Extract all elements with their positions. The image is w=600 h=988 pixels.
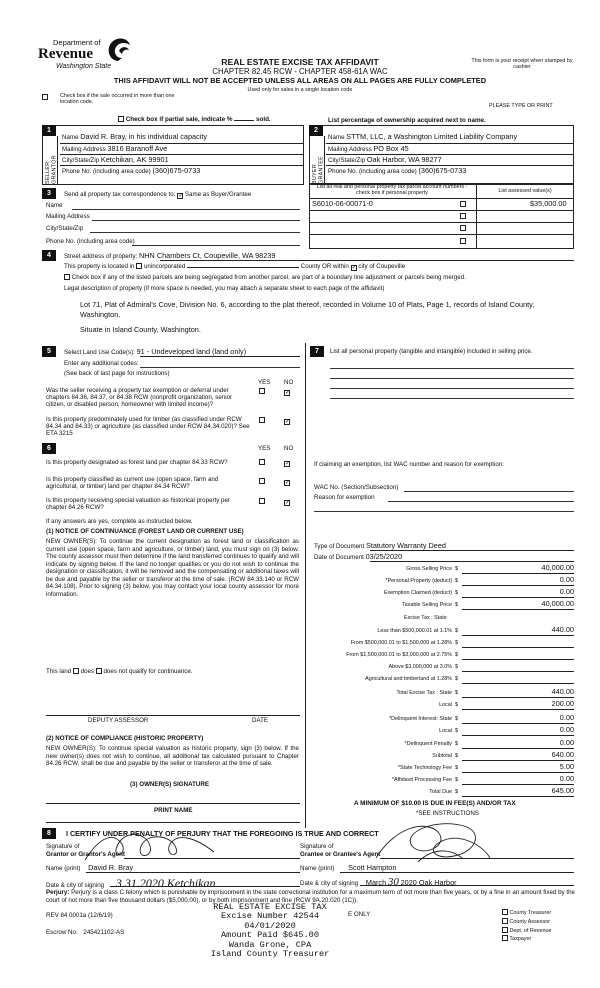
stamp-line-3: 04/01/2020 xyxy=(244,920,296,931)
grantee-sig-label-2: Grantee or Grantee's Agent xyxy=(300,851,381,858)
partial-sold-label: sold. xyxy=(255,116,271,123)
total-due-label: Total Due xyxy=(429,789,452,795)
buyer-name-field[interactable]: STTM, LLC, a Washington Limited Liability Company xyxy=(346,132,518,141)
total-excise-dollar: $ xyxy=(455,690,458,696)
tier-1-label: Less than $500,000.01 at 1.1% xyxy=(377,628,452,634)
doc-type-label: Type of Document xyxy=(314,543,365,550)
partial-sale-row xyxy=(118,116,271,123)
technology-fee-dollar: $ xyxy=(455,765,458,771)
grantee-day-field[interactable]: 30 xyxy=(387,876,399,888)
multi-location-text: Check box if the sale occurred in more than one location code. xyxy=(60,93,175,106)
personal-property-line-3[interactable] xyxy=(330,388,574,389)
buyer-name-label: Name xyxy=(328,134,345,141)
grantor-sig-label-2: Grantor or Grantor's Agent xyxy=(46,851,125,858)
escrow-label: Escrow No. xyxy=(46,929,78,936)
located-row xyxy=(64,263,405,271)
total-due-value[interactable]: 645.00 xyxy=(551,786,574,795)
dist-county-assessor: County Assessor xyxy=(509,918,550,925)
parcel-2-personal-checkbox[interactable] xyxy=(460,213,466,219)
s3-phone-field[interactable] xyxy=(132,245,300,246)
s6-q2-yes-checkbox[interactable] xyxy=(259,478,265,484)
revenue-text: Revenue xyxy=(38,46,93,62)
reason-label: Reason for exemption xyxy=(314,494,375,501)
seller-addr-field[interactable]: 3816 Baranoff Ave xyxy=(107,144,168,153)
delinquent-local-dollar: $ xyxy=(455,728,458,734)
reason-field[interactable] xyxy=(388,501,574,502)
street-field[interactable]: NHN Chambers Ct, Coupeville, WA 98239 xyxy=(139,251,276,260)
distribution-list xyxy=(502,909,551,944)
see-instructions: *SEE INSTRUCTIONS xyxy=(416,810,479,817)
s6-q2-no-checkbox[interactable]: ✓ xyxy=(285,480,291,486)
grantee-city-field[interactable]: 2020 Oak Harbor xyxy=(400,878,457,887)
multi-location-checkbox[interactable] xyxy=(42,94,48,100)
grantee-name-field[interactable]: Scott Hampton xyxy=(348,863,397,872)
certify-statement: I CERTIFY UNDER PENALTY OF PERJURY THAT THE FOREGOING IS TRUE AND CORRECT xyxy=(66,829,379,838)
section-1-number: 1 xyxy=(42,125,56,136)
assessor-signature-line[interactable] xyxy=(46,715,300,716)
seller-phone-row xyxy=(62,167,200,175)
agri-tier-dollar: $ xyxy=(455,676,458,682)
grantor-date-label: Date & city of signing xyxy=(46,882,105,889)
tier-1-dollar: $ xyxy=(455,628,458,634)
buyer-side-label: BUYER GRANTEE xyxy=(312,156,325,184)
receipt-note: This form is your receipt when stamped by cashier xyxy=(471,58,573,71)
s6-yes-header: YES xyxy=(258,445,271,452)
parcel-4-personal-checkbox[interactable] xyxy=(460,238,466,244)
processing-fee-value[interactable]: 0.00 xyxy=(559,774,574,783)
escrow-row xyxy=(46,929,124,936)
parcel-header: List all real and personal property tax parcel account numbers - check box if personal property xyxy=(316,184,468,197)
dist-taxpayer: Taxpayer xyxy=(509,936,532,943)
personal-property-line-1[interactable] xyxy=(330,368,574,369)
street-label: Street address of property: xyxy=(64,253,138,260)
form-subtitle: CHAPTER 82.45 RCW - CHAPTER 458-61A WAC xyxy=(212,67,388,76)
seller-name-label: Name xyxy=(62,134,79,141)
owner-signature-line[interactable] xyxy=(46,803,300,804)
stamp-line-4: Amount Paid $645.00 xyxy=(221,930,319,941)
send-correspondence-label: Send all property tax correspondence to: xyxy=(64,191,176,198)
grantee-signature-scribble-icon xyxy=(366,818,496,866)
delinquent-local-value[interactable]: 0.00 xyxy=(559,725,574,734)
stamp-line-5: Wanda Grone, CPA xyxy=(228,939,312,950)
segregated-checkbox[interactable] xyxy=(64,274,70,280)
section-5-number: 5 xyxy=(42,346,56,357)
buyer-addr-row xyxy=(328,145,409,153)
s3-phone-label: Phone No. (including area code) xyxy=(46,238,135,245)
does-not-label: does not qualify for continuance. xyxy=(103,668,193,675)
segregated-label: Check box if any of the listed parcels are being segregated from another parcel, are part of a boundary line adjustment or parcels being merged. xyxy=(71,274,466,281)
taxable-price-dollar: $ xyxy=(455,602,458,608)
delinquent-penalty-dollar: $ xyxy=(455,741,458,747)
owner-signature-label: (3) OWNER(S) SIGNATURE xyxy=(130,781,209,788)
s5-q2-yes-checkbox[interactable] xyxy=(259,417,265,423)
personal-deduct-dollar: $ xyxy=(455,578,458,584)
does-not-qualify-checkbox[interactable] xyxy=(96,668,102,674)
unincorporated-label: unincorporated xyxy=(143,263,186,270)
personal-property-line-4[interactable] xyxy=(330,398,574,399)
tier-2-label: From $500,000.01 to $1,500,000 at 1.28% xyxy=(350,640,452,646)
located-in-label: This property is located in xyxy=(64,263,135,270)
delinquent-penalty-value[interactable]: 0.00 xyxy=(559,738,574,747)
buyer-phone-field[interactable]: (360)675-0733 xyxy=(418,166,467,175)
buyer-city-field[interactable]: Oak Harbor, WA 98277 xyxy=(366,155,442,164)
local-tax-value[interactable]: 200.00 xyxy=(551,699,574,708)
legal-description[interactable]: Lot 71, Plat of Admiral's Cove, Division No. 6, according to the plat thereof, recorded in Volume 10 of Plats, Page 1, records of Island County, Washington. xyxy=(80,300,535,319)
grantee-sig-label-1: Signature of xyxy=(300,843,334,850)
delinquent-penalty-label: *Delinquent Penalty xyxy=(404,741,452,747)
tier-4-label: Above $3,000,000 at 3.0% xyxy=(388,664,452,670)
situate-text: Situate in Island County, Washington. xyxy=(80,325,201,334)
s6-q1-no-checkbox[interactable]: ✓ xyxy=(285,461,291,467)
total-excise-label: Total Excise Tax : State xyxy=(396,690,452,696)
processing-fee-label: *Affidavit Processing Fee xyxy=(391,777,452,783)
exemption-deduct-value[interactable]: 0.00 xyxy=(559,587,574,596)
s6-q3-yes-checkbox[interactable] xyxy=(259,498,265,504)
total-excise-value[interactable]: 440.00 xyxy=(551,687,574,696)
s5-question-1: Was the seller receiving a property tax exemption or deferral under chapters 84.36, 84.37, or 84.38 RCW (nonprofit organization, senior citizen, or disabled person, homeowner with limited income)? xyxy=(46,387,233,409)
s6-no-header: NO xyxy=(284,445,294,452)
dist-dept-revenue-checkbox[interactable] xyxy=(502,927,508,933)
assessed-header: List assessed value(s) xyxy=(498,188,552,194)
grantor-signature-scribble-icon xyxy=(80,830,220,866)
land-use-field[interactable]: 91 - Undeveloped land (land only) xyxy=(136,347,247,356)
section-2-number: 2 xyxy=(309,125,323,136)
seller-phone-field[interactable]: (360)675-0733 xyxy=(152,166,201,175)
s5-q1-no-checkbox[interactable]: ✓ xyxy=(285,390,291,396)
minimum-fee-note: A MINIMUM OF $10.00 IS DUE IN FEE(S) AND/OR TAX xyxy=(354,800,516,807)
tier-1-value[interactable]: 440.00 xyxy=(551,625,574,634)
gross-price-value[interactable]: 40,000.00 xyxy=(541,563,574,572)
s3-city-label: City/State/Zip xyxy=(46,225,84,232)
dist-county-treasurer-checkbox[interactable] xyxy=(502,909,508,915)
gross-price-label: Gross Selling Price xyxy=(406,566,452,572)
dist-dept-revenue: Dept. of Revenue xyxy=(509,927,552,934)
grantee-date-label: Date & city of signing xyxy=(300,880,359,887)
segregated-row xyxy=(64,274,466,281)
notice-1-text: NEW OWNER(S): To continue the current designation as forest land or classification as current use (open space, farm and agriculture, or timber) land, you must sign on (3) below. The county assessor must then determine if the land transferred continues to qualify and will indicate by signing below. If the land no longer qualifies or you do not wish to continue the designation or classification, it will be removed and the compensating or additional taxes will be due and payable by the seller or transferor at the time of sale. (RCW 84.33.140 or RCW 84.34.108). Prior to signing (3) below, you may contact your local county assessor for more information. xyxy=(46,538,299,598)
assessor-date-label: DATE xyxy=(252,717,269,724)
buyer-phone-row xyxy=(328,167,466,175)
perjury-body: Perjury is a class C felony which is punishable by imprisonment in the state correctional institution for a maximum term of not more than five years, or by a fine in an amount fixed by the court of not more than five thousand dollars ($5,000.00), or by both imprisonment and fine (RCW 9A.20.020 (1C)). xyxy=(46,889,575,904)
parcel-1-personal-checkbox[interactable] xyxy=(460,201,466,207)
buyer-city-label: City/State/Zip xyxy=(328,157,366,164)
personal-property-label: List all personal property (tangible and intangible) included in selling price. xyxy=(330,348,533,355)
s3-addr-field[interactable] xyxy=(92,220,300,221)
county-field[interactable] xyxy=(187,267,299,268)
assessed-value[interactable]: $35,000.00 xyxy=(530,199,567,208)
qualify-row xyxy=(46,668,193,675)
s5-no-header: NO xyxy=(284,379,294,386)
technology-fee-value[interactable]: 5.00 xyxy=(559,762,574,771)
if-yes-text: If any answers are yes, complete as instructed below. xyxy=(46,518,193,525)
seller-phone-label: Phone No. (including area code) xyxy=(62,168,151,175)
local-tax-label: Local xyxy=(439,702,452,708)
local-tax-dollar: $ xyxy=(455,702,458,708)
s6-question-3: Is this property receiving special valuation as historical property per chapter 84.26 RCW? xyxy=(46,497,230,512)
grantor-sig-label-1: Signature of xyxy=(46,843,80,850)
tier-3-dollar: $ xyxy=(455,652,458,658)
delinquent-state-label: *Delinquent Interest: State xyxy=(389,716,452,722)
excise-state-label: Excise Tax : State xyxy=(404,615,447,621)
notice-2-title: (2) NOTICE OF COMPLIANCE (HISTORIC PROPERTY) xyxy=(46,735,204,742)
taxable-price-label: Taxable Selling Price xyxy=(401,602,452,608)
qualify-label: This land xyxy=(46,668,72,675)
delinquent-state-value[interactable]: 0.00 xyxy=(559,713,574,722)
grantor-name-label: Name (print) xyxy=(46,865,81,872)
taxable-price-value[interactable]: 40,000.00 xyxy=(541,599,574,608)
buyer-addr-field[interactable]: PO Box 45 xyxy=(373,144,409,153)
exemption-deduct-label: Exemption Claimed (deduct) xyxy=(383,590,452,596)
s3-name-field[interactable] xyxy=(72,209,300,210)
form-number: REV 84 0001a (12/6/19) xyxy=(46,912,113,919)
s3-city-field[interactable] xyxy=(90,232,300,233)
section-6-number: 6 xyxy=(42,443,56,454)
please-type: PLEASE TYPE OR PRINT xyxy=(489,103,553,109)
does-label: does xyxy=(80,668,94,675)
seller-city-field[interactable]: Ketchikan, AK 99901 xyxy=(100,155,169,164)
buyer-phone-label: Phone No. (including area code) xyxy=(328,168,417,175)
s5-question-2: Is this property predominately used for timber (as classified under RCW 84.34 and 84.33) or agriculture (as classified under RCW 84.34.020)? See ETA 3215 xyxy=(46,416,250,438)
seller-name-field[interactable]: David R. Bray, in his individual capacity xyxy=(80,132,208,141)
does-qualify-checkbox[interactable] xyxy=(73,668,79,674)
seller-city-row xyxy=(62,156,169,164)
s3-name-label: Name xyxy=(46,202,63,209)
tier-3-label: From $1,500,000.01 to $3,000,000 at 2.75% xyxy=(346,652,452,658)
subtotal-dollar: $ xyxy=(455,753,458,759)
city-of-checkbox[interactable]: ✓ xyxy=(351,265,357,271)
section-3-number: 3 xyxy=(42,188,56,199)
notice-1-title: (1) NOTICE OF CONTINUANCE (FOREST LAND OR CURRENT USE) xyxy=(46,528,244,535)
s5-yes-header: YES xyxy=(258,379,271,386)
send-correspondence-row xyxy=(64,191,251,199)
exemption-label: If claiming an exemption, list WAC number and reason for exemption: xyxy=(314,461,504,468)
seller-name-row xyxy=(62,133,207,141)
seller-addr-label: Mailing Address xyxy=(62,146,106,153)
parcel-3-personal-checkbox[interactable] xyxy=(460,225,466,231)
perjury-bold-label: Perjury: xyxy=(46,889,70,896)
total-due-dollar: $ xyxy=(455,789,458,795)
delinquent-local-label: Local xyxy=(439,728,452,734)
tier-4-dollar: $ xyxy=(455,664,458,670)
buyer-city-row xyxy=(328,156,442,164)
dist-taxpayer-checkbox[interactable] xyxy=(502,935,508,941)
tier-2-dollar: $ xyxy=(455,640,458,646)
buyer-name-row xyxy=(328,133,517,141)
additional-codes-label: Enter any additional codes: xyxy=(64,360,139,367)
wac-field[interactable] xyxy=(404,491,574,492)
print-name-label: PRINT NAME xyxy=(154,807,193,814)
reason-field-2[interactable] xyxy=(314,511,574,512)
agri-tier-label: Agricultural and timberland at 1.28% xyxy=(365,676,452,682)
s6-q1-yes-checkbox[interactable] xyxy=(259,459,265,465)
technology-fee-label: *State Technology Fee xyxy=(397,765,452,771)
print-name-line[interactable] xyxy=(46,822,300,823)
s5-q2-no-checkbox[interactable]: ✓ xyxy=(285,419,291,425)
wac-label: WAC No. (Section/Subsection) xyxy=(314,484,399,491)
multi-location-row xyxy=(42,94,48,101)
escrow-value[interactable]: 245421102-AS xyxy=(83,929,125,936)
section-7-number: 7 xyxy=(310,346,324,357)
parcel-number[interactable]: S6010-06-00071-0 xyxy=(312,199,373,208)
section-8-number: 8 xyxy=(42,828,56,839)
unincorporated-checkbox[interactable] xyxy=(136,263,142,269)
grantor-name-field[interactable]: David R. Bray xyxy=(88,863,134,872)
treasurer-stamp xyxy=(200,903,340,960)
e-only-label: E ONLY xyxy=(348,911,371,918)
buyer-addr-label: Mailing Address xyxy=(328,146,372,153)
s6-question-1: Is this property designated as forest land per chapter 84.33 RCW? xyxy=(46,459,228,466)
delinquent-state-dollar: $ xyxy=(455,716,458,722)
partial-percent-field[interactable] xyxy=(234,120,254,121)
doc-type-field[interactable]: Statutory Warranty Deed xyxy=(365,541,446,550)
subtotal-label: Subtotal xyxy=(432,753,452,759)
grantee-month-field[interactable]: March xyxy=(365,878,387,887)
county-or-label: County OR within xyxy=(300,263,349,270)
partial-sale-checkbox[interactable] xyxy=(118,116,124,122)
doc-date-field[interactable]: 03/25/2020 xyxy=(365,552,403,561)
grantor-date-field[interactable]: 3.31.2020 Ketchikan xyxy=(115,876,216,890)
doc-date-label: Date of Document xyxy=(314,554,364,561)
stamp-line-2: Excise Number 42544 xyxy=(221,911,319,922)
city-of-label: city of Coupeville xyxy=(358,263,406,270)
form-warning: THIS AFFIDAVIT WILL NOT BE ACCEPTED UNLESS ALL AREAS ON ALL PAGES ARE FULLY COMPLETED xyxy=(113,76,487,85)
s3-addr-label: Mailing Address xyxy=(46,213,90,220)
additional-codes-field[interactable] xyxy=(140,367,300,368)
gross-price-dollar: $ xyxy=(455,566,458,572)
section-4-number: 4 xyxy=(42,250,56,261)
seller-side-label: SELLER GRANTOR xyxy=(45,155,58,184)
dist-county-assessor-checkbox[interactable] xyxy=(502,918,508,924)
stamp-line-6: Island County Treasurer xyxy=(210,949,330,960)
s6-question-2: Is this property classified as current use (open space, farm and agricultural, or timber) land per chapter 84.34 RCW? xyxy=(46,476,219,491)
same-as-buyer-label: Same as Buyer/Grantee xyxy=(184,191,252,198)
see-back-label: (See back of last page for instructions) xyxy=(64,370,170,377)
ownership-note: List percentage of ownership acquired next to name. xyxy=(328,117,486,124)
personal-deduct-value[interactable]: 0.00 xyxy=(559,575,574,584)
partial-sale-label: Check box if partial sale, indicate % xyxy=(125,116,233,123)
stamp-line-1: REAL ESTATE EXCISE TAX xyxy=(213,902,327,912)
deputy-assessor-label: DEPUTY ASSESSOR xyxy=(88,717,149,724)
seller-addr-row xyxy=(62,145,167,153)
use-note: Used only for sales in a single location code xyxy=(247,87,353,93)
processing-fee-dollar: $ xyxy=(455,777,458,783)
s5-q1-yes-checkbox[interactable] xyxy=(259,388,265,394)
personal-deduct-label: *Personal Property (deduct) xyxy=(385,578,452,584)
dist-county-treasurer: County Treasurer xyxy=(509,910,552,916)
same-as-buyer-checkbox[interactable]: ✓ xyxy=(178,193,184,199)
exemption-deduct-dollar: $ xyxy=(455,590,458,596)
personal-property-line-2[interactable] xyxy=(330,378,574,379)
seller-city-label: City/State/Zip xyxy=(62,157,100,164)
grantee-date-row xyxy=(300,876,457,889)
dept-of-text: Department of xyxy=(53,38,101,47)
grantee-name-label: Name (print) xyxy=(300,865,335,872)
subtotal-value[interactable]: 640.00 xyxy=(551,750,574,759)
land-use-label: Select Land Use Code(s): xyxy=(64,349,135,356)
form-title: REAL ESTATE EXCISE TAX AFFIDAVIT xyxy=(221,57,379,67)
legal-label: Legal description of property (if more space is needed, you may attach a separate sheet to each page of the affidavit) xyxy=(64,285,385,292)
notice-2-text: NEW OWNER(S): To continue special valuation as historic property, sign (3) below. If the new owner(s) does not wish to continue, all additional tax calculated pursuant to Chapter 84.26 RCW, shall be due and payable by the seller or transferor at the time of sale. xyxy=(46,745,299,768)
washington-state-text: Washington State xyxy=(56,63,112,70)
s6-q3-no-checkbox[interactable]: ✓ xyxy=(285,500,291,506)
